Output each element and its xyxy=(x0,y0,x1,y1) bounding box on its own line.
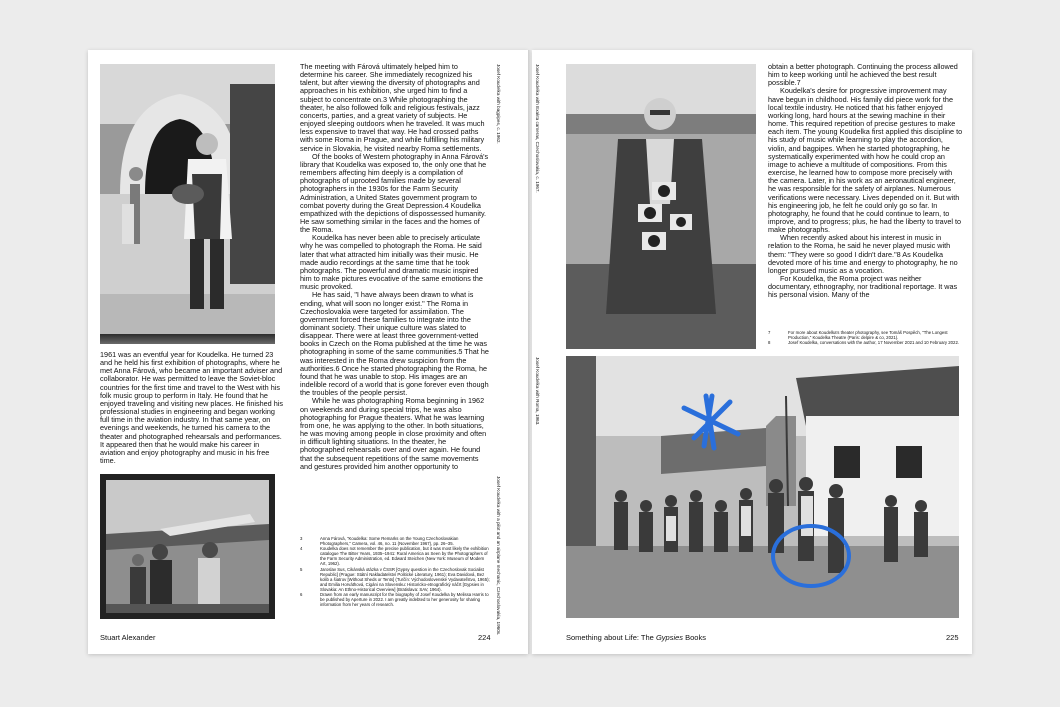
main-column-left xyxy=(300,63,490,471)
page-number-left: 224 xyxy=(478,633,491,642)
intro-text: 1961 was an eventful year for Koudelka. He turned 23 and he held his first exhibition of photographs, where he met Anna Fárová, who became an important adviser and collaborator. He was permitted to leave the Soviet-bloc countries for the first time and travel to the West with his folk music group to perform in Italy. He found that he enjoyed traveling and visiting new places. He finished his professional studies in engineering and began working full time in the aviation industry. In that same year, on evenings and weekends, he turned his camera to the theater and photographed rehearsals and performances. It appeared then that he would make his career in aviation and enjoy photography and music in his free time. xyxy=(100,350,283,466)
footnote: 5 Jaroslav Sus, Cikánská otázka v ČSSR [Gypsy question in the Czechoslovak Socialist Republic] (Prague: Státní Nakladatelství Politické Literatury, 1961); Eva Davidová, Bez kolib a šiatrov [Without Sheds or Tents] (Turčín: Východoslovenské Vydavateľstvo, 1965); and Emilia Horváthová, Cigáni na Slovensku: Historicko-etnografický náčrt [Gypsies in Slovakia: An Ethno-Historical Overview] (Bratislava: SAV, 1964). xyxy=(300,566,490,592)
left-page xyxy=(88,50,528,654)
footnote: 4 Koudelka does not remember the precise publication, but it was most likely the exhibition catalogue The Bitter Years, 1935–1941: Rural America as Seen by the Photographers of the Farm Security Administration, ed. Edward Steichen (New York: Museum of Modern Art, 1962). xyxy=(300,546,489,567)
caption-bottom-right: Josef Koudelka with Roma, 1963. xyxy=(535,357,540,426)
paragraph: He has said, "I have always been drawn to what is ending, what will soon no longer exist." The Roma in Czechoslovakia were targeted for assimilation. The government forced these families to integrate into the dominant society. Their unique culture was slated to disappear. There were at least three government-vetted books in Czech on the Roma published at the time he was photographing in some of the same communities.5 That he was interested in the Roma drew suspicion from the authorities.6 Once he started photographing the Roma, he found that he was unable to stop. His images are an indelible record of a world that is gone forever even though the troubles of the people persist. xyxy=(300,290,489,398)
paragraph: Koudelka's desire for progressive improvement may have begun in childhood. His family did piece work for the local textile industry. He noticed that his father enjoyed working long, hard hours at the sewing machine in their home. This required repetition of precise gestures to make each item. The young Koudelka first applied this discipline to his study of music while learning to play the accordion, violin, and bagpipes. When he started photographing, he systematically experimented with how he could crop an image to achieve a multitude of compositions. From this exercise, he learned how to compose more precisely with the camera. Later, in his work as an aeronautical engineer, he was responsible for the safety of airplanes. Numerous verifications were necessary. Lives depended on it. But with his engineering job, he felt he could only go so far. In photography, he found that he could continue to learn, to improve, and to progress; plus, he had the liberty to travel to make photographs. xyxy=(768,86,963,235)
caption-top-left: Josef Koudelka with bagpipes, c. 1962. xyxy=(496,64,501,144)
caption-top-right: Josef Koudelka with Exakta cameras, Czechoslovakia, c. 1967. xyxy=(535,64,540,193)
paragraph: When recently asked about his interest in music in relation to the Roma, he said he never played music with them: "They were so good I didn't dare."8 As Koudelka devoted more of his time and energy to photography, he no longer pursued music as a vocation. xyxy=(768,233,958,275)
page-number-right: 225 xyxy=(946,633,959,642)
main-column-right xyxy=(768,63,963,300)
photo-koudelka-roma xyxy=(566,356,959,618)
paragraph: Of the books of Western photography in Anna Fárová's library that Koudelka was exposed to, the only one that he remembers affecting him deeply is a compilation of photographs of uprooted families made by several photographers in the 1930s for the Farm Security Administration, a United States government program to combat poverty during the Great Depression.4 Koudelka empathized with the depictions of dispossessed humanity. He saw something similar in the faces and the homes of the Roma. xyxy=(300,151,489,235)
footnote: 3 Anna Fárová, "Koudelka: Some Remarks on the Young Czechoslovakian Photographers," Camera, vol. 46, no. 11 (November 1967), pp. 26–35. xyxy=(300,536,459,547)
photo-koudelka-cameras xyxy=(566,64,756,349)
right-page xyxy=(532,50,972,654)
paragraph: While he was photographing Roma beginning in 1962 on weekends and during special trips, he was also photographing for Prague theaters. What he was learning from one, he was applying to the other. In both situations, he was moving among people in close proximity and often in difficult lighting situations. In the theater, he photographed rehearsals over and over again. He found that the subsequent repetitions of the same movements and gestures provided him another opportunity to xyxy=(300,396,487,471)
photo-koudelka-bagpipes xyxy=(100,64,275,344)
footnote: 8 Josef Koudelka, conversations with the author, 17 November 2021 and 10 February 2022. xyxy=(768,340,960,346)
footer-title: Something about Life: The Gypsies Books xyxy=(566,633,706,642)
footnotes-left xyxy=(300,536,490,607)
footer-author: Stuart Alexander xyxy=(100,633,156,642)
footnote: 6 Drawn from an early manuscript for the biography of Josef Koudelka by Melissa Harris to be published by Aperture in 2022. I am greatly indebted to her generosity for sharing information from her years of research. xyxy=(300,592,489,608)
paragraph: obtain a better photograph. Continuing the process allowed him to keep working until he achieved the best result possible.7 xyxy=(768,62,958,88)
photo-koudelka-airplane xyxy=(100,474,275,619)
paragraph: Koudelka has never been able to precisely articulate why he was compelled to photograph the Roma. He said later that what attracted him initially was their music. He made audio recordings at the same time that he took photographs. The powerful and dramatic music inspired him to make pictures evocative of the same emotions the music provoked. xyxy=(300,233,483,292)
caption-bottom-left: Josef Koudelka with a pilot and an airplane mechanic, Czechoslovakia, 1960s. xyxy=(496,476,501,636)
paragraph: For Koudelka, the Roma project was neither documentary, ethnography, nor traditional reportage. It was his personal vision. Many of the xyxy=(768,274,958,300)
footnotes-right xyxy=(768,330,963,345)
footnote: 7 For more about Koudelka's theater photography, see Tomáš Pospěch, "The Longest Production," Koudelka Theatre (Paris: delpire & co, 2021). xyxy=(768,330,948,341)
paragraph: The meeting with Fárová ultimately helped him to determine his career. She immediately recognized his talent, but after viewing the diversity of photographs and approaches in his exhibition, she urged him to find a subject to concentrate on.3 While photographing the theater, he also followed folk and religious festivals, jazz concerts, parties, and a great variety of subjects. He enjoyed sleeping outdoors when he traveled. It was much less expensive to travel that way. He had crossed paths with some Roma in Prague, and while fulfilling his military service in Slovakia, he visited nearby Roma settlements. xyxy=(300,62,485,153)
